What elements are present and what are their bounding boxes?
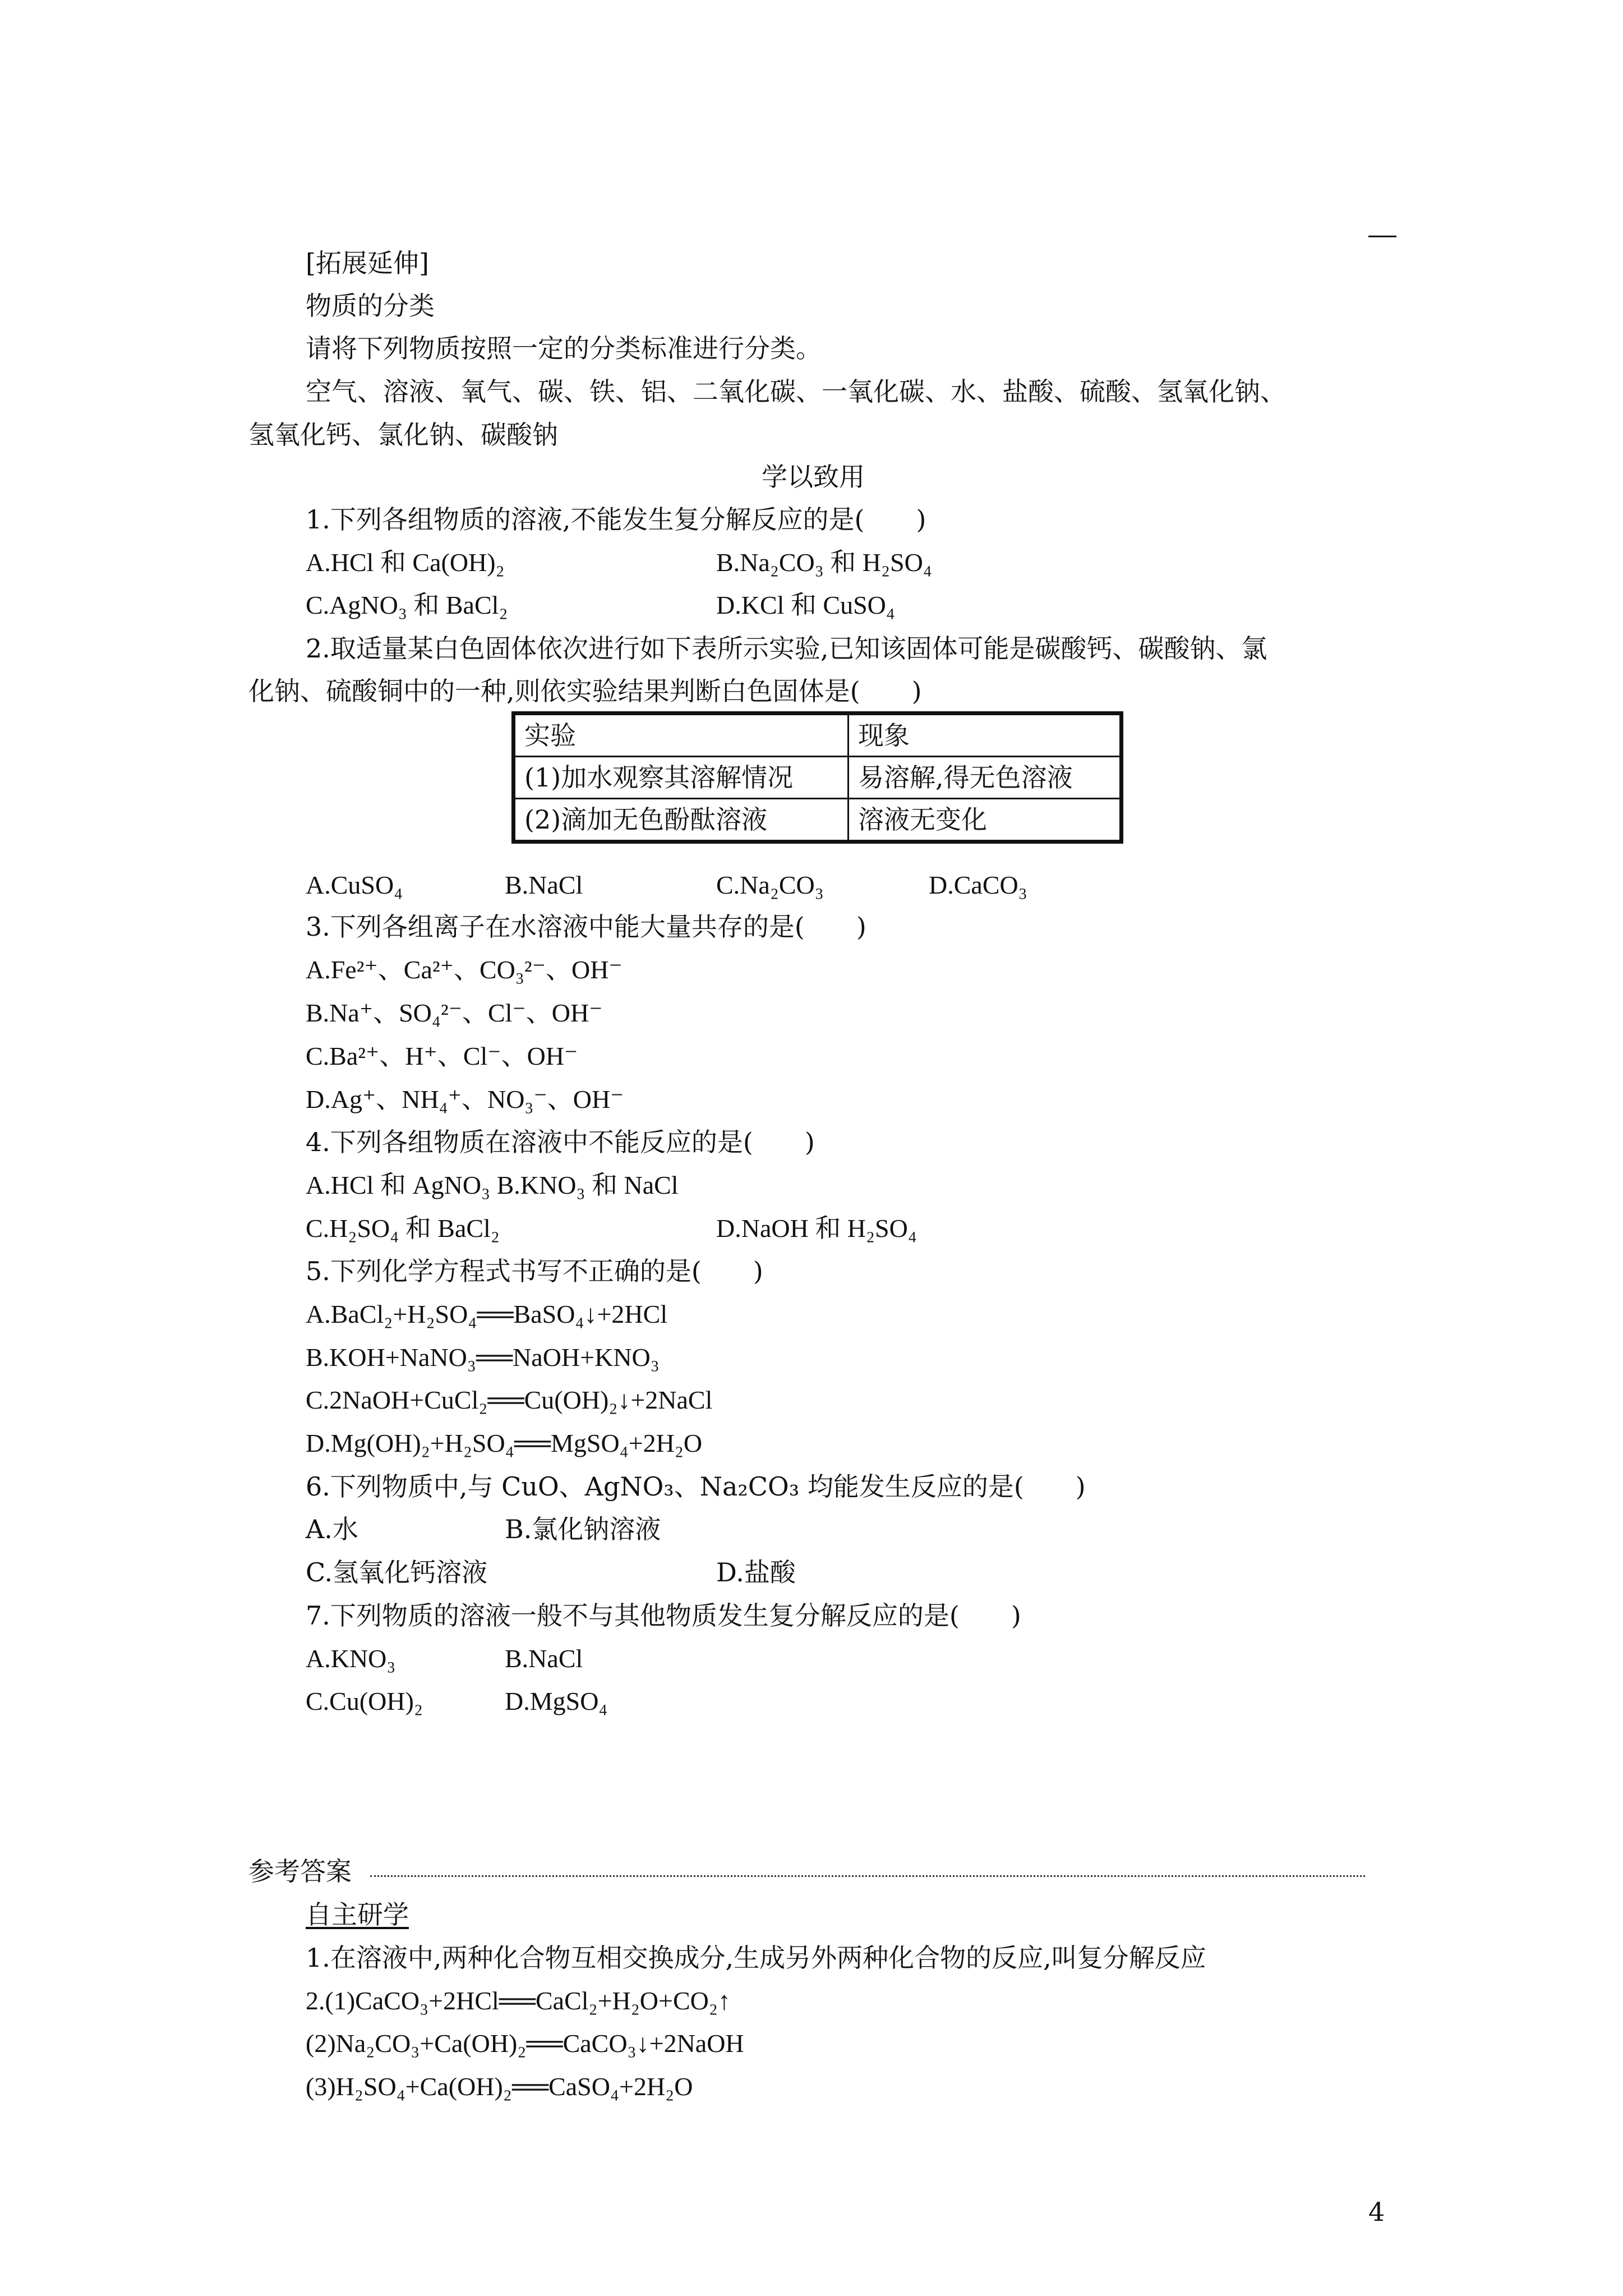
q5-option-b: B.KOH+NaNO₃══NaOH+KNO₃: [306, 1343, 660, 1372]
q6-stem: 6.下列物质中,与 CuO、AgNO₃、Na₂CO₃ 均能发生反应的是( ): [306, 1471, 1086, 1502]
q3-option-d: D.Ag⁺、NH₄⁺、NO₃⁻、OH⁻: [306, 1085, 624, 1114]
extension-subtitle: 物质的分类: [306, 291, 435, 321]
substances-line-1: 空气、溶液、氧气、碳、铁、铝、二氧化碳、一氧化碳、水、盐酸、硫酸、氢氧化钠、: [306, 376, 1286, 407]
page-number: 4: [1368, 2197, 1385, 2227]
q1-stem: 1.下列各组物质的溶液,不能发生复分解反应的是( ): [306, 504, 926, 535]
q7-stem: 7.下列物质的溶液一般不与其他物质发生复分解反应的是( ): [306, 1600, 1021, 1631]
q3-option-c: C.Ba²⁺、H⁺、Cl⁻、OH⁻: [306, 1042, 578, 1070]
q1-option-a: A.HCl 和 Ca(OH)₂: [306, 548, 505, 577]
answer-2-2: (2)Na₂CO₃+Ca(OH)₂══CaCO₃↓+2NaOH: [306, 2029, 744, 2058]
q6-option-d: D.盐酸: [716, 1557, 796, 1588]
answers-section-title: 自主研学: [306, 1899, 409, 1930]
q7-option-b: B.NaCl: [505, 1644, 583, 1673]
table-cell: 溶液无变化: [849, 799, 1122, 842]
substances-line-2: 氢氧化钙、氯化钠、碳酸钠: [248, 420, 558, 450]
table-header-row: [514, 714, 1122, 757]
q2-stem-line-1: 2.取适量某白色固体依次进行如下表所示实验,已知该固体可能是碳酸钙、碳酸钠、氯: [306, 633, 1267, 664]
header-dash: [1368, 236, 1396, 237]
q2-option-b: B.NaCl: [505, 871, 583, 899]
q3-option-a: A.Fe²⁺、Ca²⁺、CO₃²⁻、OH⁻: [306, 955, 623, 984]
table-cell: 易溶解,得无色溶液: [849, 757, 1122, 799]
q1-option-d: D.KCl 和 CuSO₄: [716, 591, 895, 619]
table-cell: (1)加水观察其溶解情况: [514, 757, 849, 799]
table-header-cell: 现象: [849, 714, 1122, 757]
q6-option-c: C.氢氧化钙溶液: [306, 1557, 488, 1588]
q3-option-b: B.Na⁺、SO₄²⁻、Cl⁻、OH⁻: [306, 999, 603, 1027]
q7-option-a: A.KNO₃: [306, 1644, 396, 1673]
table-row: [514, 757, 1122, 799]
q5-option-c: C.2NaOH+CuCl₂══Cu(OH)₂↓+2NaCl: [306, 1386, 713, 1414]
q1-option-c: C.AgNO₃ 和 BaCl₂: [306, 591, 508, 619]
extension-instruction: 请将下列物质按照一定的分类标准进行分类。: [306, 333, 822, 364]
experiment-table: [511, 711, 1123, 844]
practice-title: 学以致用: [762, 462, 865, 492]
q2-option-c: C.Na₂CO₃: [716, 871, 824, 899]
q5-option-d: D.Mg(OH)₂+H₂SO₄══MgSO₄+2H₂O: [306, 1429, 703, 1457]
q6-option-a: A.水: [306, 1514, 358, 1544]
q7-option-d: D.MgSO₄: [505, 1687, 608, 1715]
q2-stem-line-2: 化钠、硫酸铜中的一种,则依实验结果判断白色固体是( ): [248, 676, 922, 706]
q4-option-d: D.NaOH 和 H₂SO₄: [716, 1214, 917, 1243]
table-row: [514, 799, 1122, 842]
q6-option-b: B.氯化钠溶液: [505, 1514, 661, 1544]
q4-stem: 4.下列各组物质在溶液中不能反应的是( ): [306, 1127, 815, 1157]
table-cell: (2)滴加无色酚酞溶液: [514, 799, 849, 842]
q1-option-b: B.Na₂CO₃ 和 H₂SO₄: [716, 548, 932, 577]
answer-1: 1.在溶液中,两种化合物互相交换成分,生成另外两种化合物的反应,叫复分解反应: [306, 1943, 1206, 1973]
answers-title: 参考答案: [248, 1856, 352, 1887]
q5-stem: 5.下列化学方程式书写不正确的是( ): [306, 1256, 763, 1286]
table-header-cell: 实验: [514, 714, 849, 757]
q4-option-c: C.H₂SO₄ 和 BaCl₂: [306, 1214, 500, 1243]
q3-stem: 3.下列各组离子在水溶液中能大量共存的是( ): [306, 912, 866, 942]
extension-header: [拓展延伸]: [306, 248, 429, 278]
q2-option-d: D.CaCO₃: [929, 871, 1027, 899]
q7-option-c: C.Cu(OH)₂: [306, 1687, 423, 1715]
answers-dotted-rule: [370, 1875, 1365, 1877]
answer-2-3: (3)H₂SO₄+Ca(OH)₂══CaSO₄+2H₂O: [306, 2072, 693, 2101]
q5-option-a: A.BaCl₂+H₂SO₄══BaSO₄↓+2HCl: [306, 1300, 668, 1328]
answer-2-1: 2.(1)CaCO₃+2HCl══CaCl₂+H₂O+CO₂↑: [306, 1986, 731, 2015]
q2-option-a: A.CuSO₄: [306, 871, 403, 899]
q4-options-ab: A.HCl 和 AgNO₃ B.KNO₃ 和 NaCl: [306, 1171, 679, 1199]
